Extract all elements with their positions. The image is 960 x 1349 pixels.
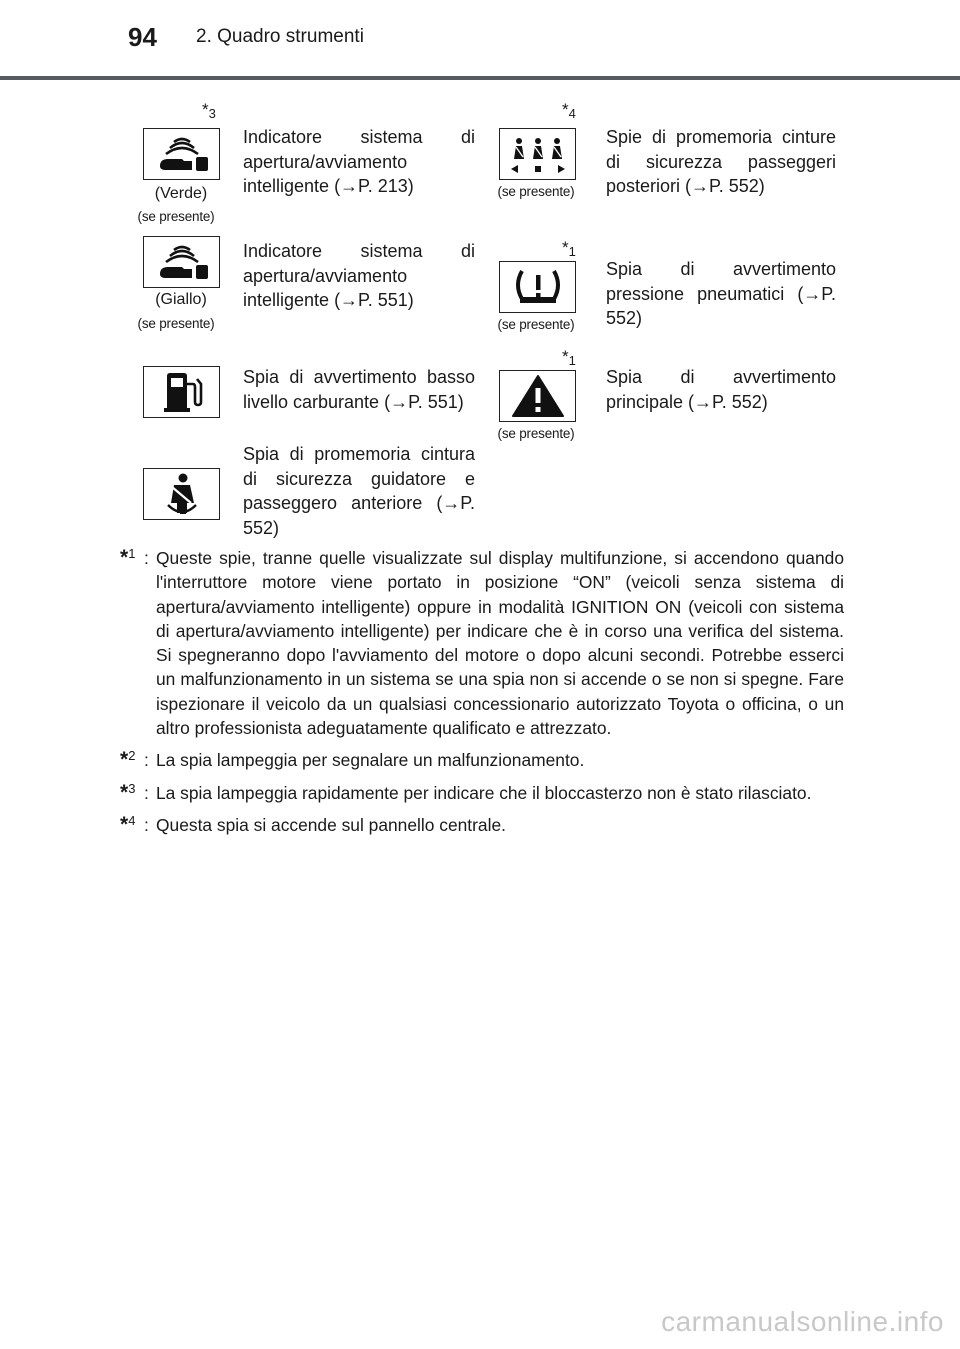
indicator-description: Spia di avvertimento basso livello carburante (→P. 551) <box>243 367 475 412</box>
footnote-marker: $*_1$ <box>120 546 136 569</box>
tire-pressure-warning-icon <box>499 261 576 313</box>
footnotes <box>120 546 844 845</box>
footnote-text: La spia lampeggia per segnalare un malfunzionamento. <box>156 750 585 771</box>
watermark: carmanualsonline.info <box>661 1306 944 1337</box>
indicator-description: Indicatore sistema di apertura/avviamento intelligente (→P. 213) <box>243 127 475 196</box>
note-marker: $*_3$ <box>202 100 216 121</box>
footnote-text: Queste spie, tranne quelle visualizzate sul display multifunzione, si accendono quando l'interruttore motore viene portato in posizione “ON” (veicoli senza sistema di apertura/avviamento intelligente) oppure in modalità IGNITION ON (veicoli con sistema di apertura/avviamento intelligente) per indicare che è in corso una verifica del sistema. Si spegneranno dopo l'avviamento del motore o dopo alcuni secondi. Potrebbe esserci un malfunzionamento in un sistema se una spia non si accende o se non si spegne. Fare ispezionare il veicolo da un qualsiasi concessionario autorizzato Toyota o officina, o un altro professionista adeguatamente qualificato e attrezzato. <box>156 548 844 739</box>
footnote-marker: $*_2$ <box>120 748 136 772</box>
indicator-description: Indicatore sistema di apertura/avviamento intelligente (→P. 551) <box>243 241 475 310</box>
footnote: $*_4$ : Questa spia si accende sul pannello centrale. <box>120 813 844 837</box>
indicator-description: Spia di avvertimento principale (→P. 552) <box>606 367 836 412</box>
low-fuel-icon <box>143 366 220 418</box>
note-marker: $*_1$ <box>562 238 576 259</box>
smart-key-system-icon <box>143 236 220 288</box>
presence-label: (se presente) <box>137 209 215 224</box>
color-label: (Giallo) <box>155 291 207 308</box>
footnote-marker: $*_4$ <box>120 812 136 836</box>
color-label: (Verde) <box>154 185 208 202</box>
footnote: $*_3$ : La spia lampeggia rapidamente per indicare che il bloccasterzo non è stato rilasciato. <box>120 781 844 805</box>
smart-key-system-icon <box>143 128 220 180</box>
indicator-description: Spia di promemoria cintura di sicurezza guidatore e passeggero anteriore (→P. 552) <box>243 444 475 538</box>
presence-label: (se presente) <box>137 316 215 331</box>
driver-seatbelt-reminder-icon <box>143 468 220 520</box>
rear-seatbelt-reminder-icon <box>499 128 576 180</box>
footnote-marker: $*_3$ <box>120 780 136 804</box>
indicator-description: Spie di promemoria cinture di sicurezza passeggeri posteriori (→P. 552) <box>606 127 836 196</box>
note-marker: $*_1$ <box>562 347 576 368</box>
header-rule <box>0 76 960 80</box>
page-number: 94 <box>128 22 157 52</box>
indicator-description: Spia di avvertimento pressione pneumatici (→P. 552) <box>606 259 836 328</box>
footnote-text: Questa spia si accende sul pannello centrale. <box>156 814 506 835</box>
master-warning-icon <box>499 370 576 422</box>
presence-label: (se presente) <box>497 317 575 332</box>
section-title: 2. Quadro strumenti <box>196 26 364 47</box>
presence-label: (se presente) <box>497 184 575 199</box>
footnote: $*_2$ : La spia lampeggia per segnalare un malfunzionamento. <box>120 748 844 772</box>
footnote-text: La spia lampeggia rapidamente per indicare che il bloccasterzo non è stato rilasciato. <box>156 782 812 803</box>
page-header <box>0 0 960 80</box>
footnote: $*_1$ : Queste spie, tranne quelle visualizzate sul display multifunzione, si accendono quando l'interruttore motore viene portato in posizione “ON” (veicoli senza sistema di apertura/avviamento intelligente) oppure in modalità IGNITION ON (veicoli con sistema di apertura/avviamento intelligente) per indicare che è in corso una verifica del sistema. Si spegneranno dopo l'avviamento del motore o dopo alcuni secondi. Potrebbe esserci un malfunzionamento in un sistema se una spia non si accende o se non si spegne. Fare ispezionare il veicolo da un qualsiasi concessionario autorizzato Toyota o officina, o un altro professionista adeguatamente qualificato e attrezzato. <box>120 546 844 740</box>
presence-label: (se presente) <box>497 426 575 441</box>
note-marker: $*_4$ <box>562 100 576 121</box>
